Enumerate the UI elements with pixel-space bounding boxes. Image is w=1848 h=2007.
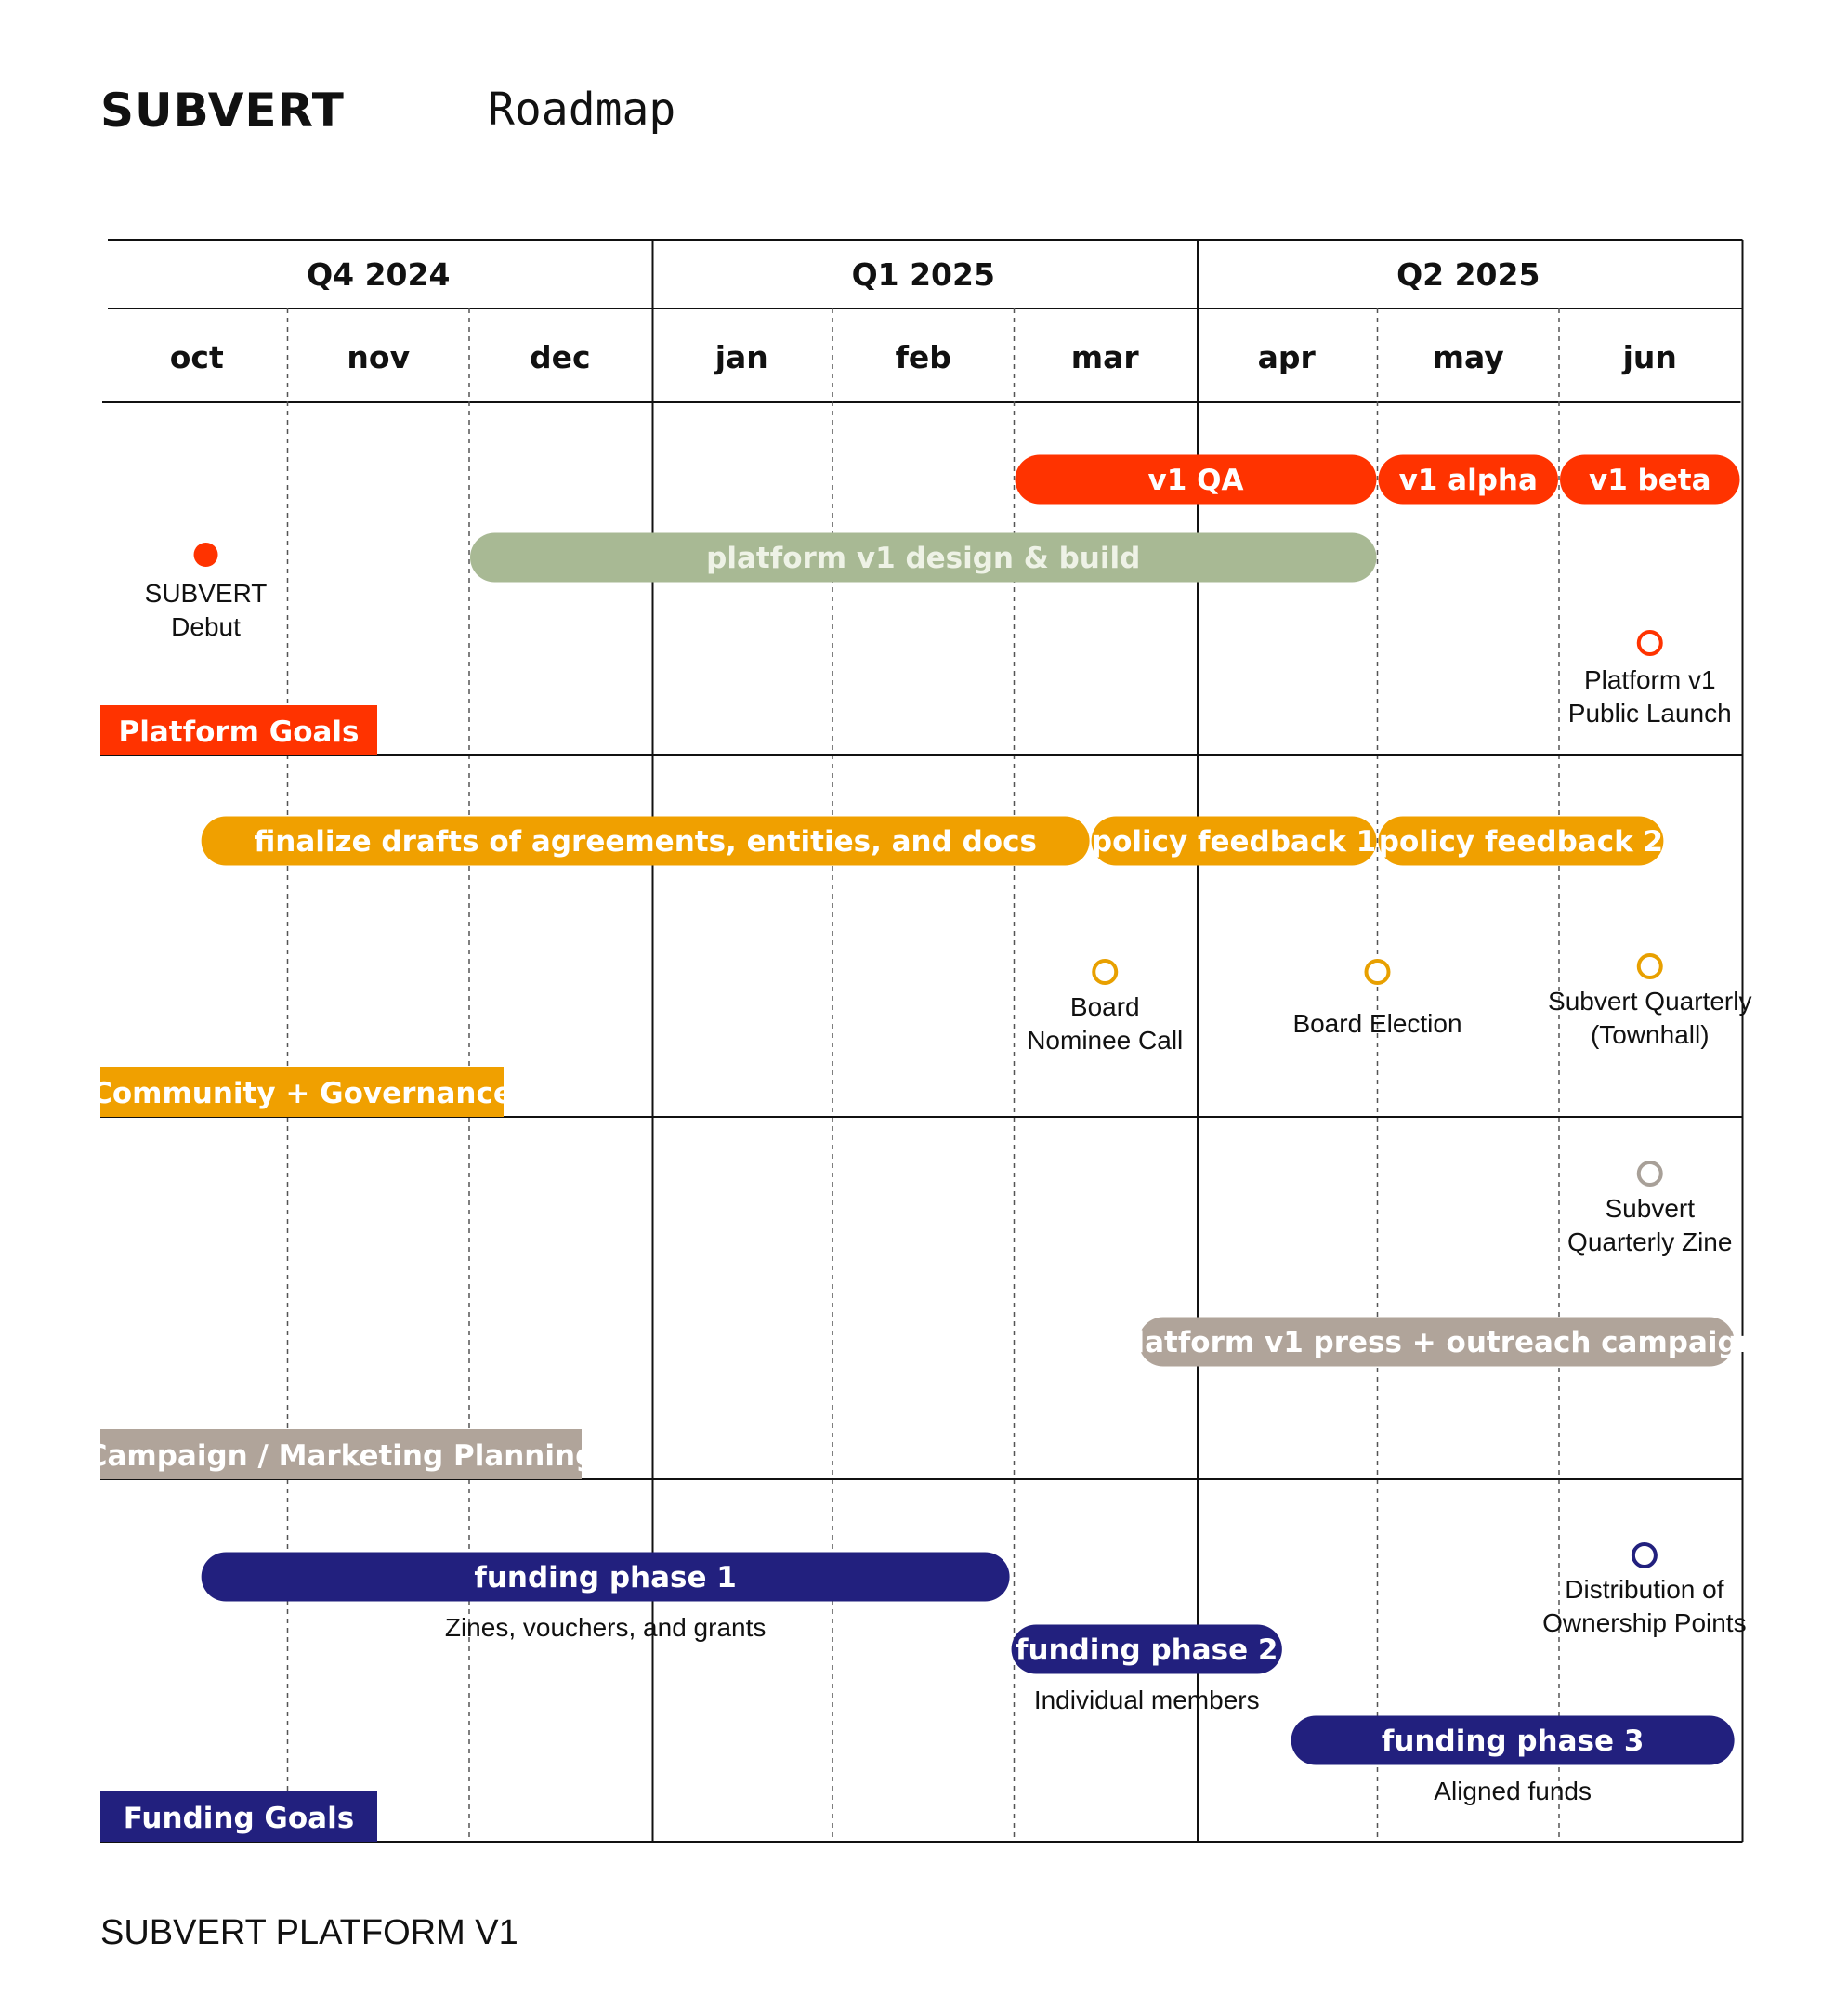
- lane-label: Community + Governance: [91, 1077, 513, 1110]
- lane-label: Funding Goals: [123, 1802, 355, 1835]
- lane-community-governance: [91, 817, 1751, 1118]
- milestone-label: (Townhall): [1590, 1020, 1710, 1049]
- bar-label: v1 beta: [1588, 464, 1711, 497]
- milestone-label: Ownership Points: [1542, 1608, 1747, 1637]
- page-title: Roadmap: [488, 84, 676, 136]
- milestone-label: SUBVERT: [144, 579, 268, 608]
- milestone-marker: [1633, 1544, 1656, 1567]
- quarter-label: Q4 2024: [307, 256, 451, 293]
- lane-campaign-marketing-planning: [86, 1162, 1759, 1479]
- milestone-label: Platform v1: [1583, 665, 1716, 694]
- bar-label: funding phase 3: [1381, 1725, 1645, 1758]
- milestone-marker: [194, 543, 218, 567]
- subvert-logo: SUBVERT: [100, 84, 345, 138]
- month-label: jan: [714, 339, 768, 375]
- quarter-label: Q1 2025: [851, 256, 995, 293]
- bar-sublabel: Aligned funds: [1434, 1777, 1592, 1805]
- month-label: nov: [347, 339, 411, 375]
- month-label: jun: [1622, 339, 1677, 375]
- milestone-label: Distribution of: [1565, 1575, 1724, 1604]
- month-label: feb: [895, 339, 951, 375]
- milestone-label: Subvert: [1605, 1194, 1695, 1223]
- bar-label: v1 QA: [1147, 464, 1244, 497]
- milestone-label: Subvert Quarterly: [1548, 987, 1752, 1016]
- month-label: dec: [529, 339, 591, 375]
- bar-label: v1 alpha: [1398, 464, 1538, 497]
- bar-label: platform v1 press + outreach campaign: [1114, 1326, 1759, 1359]
- lane-label: Campaign / Marketing Planning: [85, 1439, 596, 1473]
- milestone-label: Quarterly Zine: [1567, 1227, 1733, 1256]
- milestone-marker: [1639, 1162, 1661, 1185]
- milestone-marker: [1639, 632, 1661, 654]
- milestone-label: Board: [1069, 992, 1140, 1021]
- bar-label: policy feedback 1: [1091, 825, 1377, 859]
- milestone-label: Nominee Call: [1027, 1026, 1184, 1055]
- quarter-label: Q2 2025: [1396, 256, 1540, 293]
- bar-label: funding phase 1: [474, 1561, 737, 1594]
- bar-label: policy feedback 2: [1378, 825, 1664, 859]
- bar-label: platform v1 design & build: [706, 542, 1141, 575]
- milestone-marker: [1367, 961, 1389, 983]
- milestone-label: Debut: [171, 612, 241, 641]
- lane-funding-goals: [100, 1544, 1747, 1842]
- milestone-label: Public Launch: [1567, 699, 1732, 728]
- milestone-label: Board Election: [1292, 1009, 1462, 1038]
- bar-label: funding phase 2: [1015, 1633, 1278, 1667]
- bar-sublabel: Individual members: [1033, 1686, 1260, 1714]
- milestone-marker: [1639, 955, 1661, 977]
- milestone-marker: [1094, 961, 1116, 983]
- lanes: [86, 455, 1759, 1843]
- month-label: oct: [169, 339, 224, 375]
- footer-caption: SUBVERT PLATFORM V1: [100, 1913, 518, 1952]
- bar-label: finalize drafts of agreements, entities, and docs: [254, 825, 1037, 859]
- bar-sublabel: Zines, vouchers, and grants: [444, 1613, 767, 1642]
- lane-platform-goals: [100, 455, 1740, 756]
- month-label: apr: [1257, 339, 1316, 375]
- month-label: mar: [1070, 339, 1139, 375]
- month-label: may: [1432, 339, 1504, 375]
- lane-label: Platform Goals: [118, 715, 360, 749]
